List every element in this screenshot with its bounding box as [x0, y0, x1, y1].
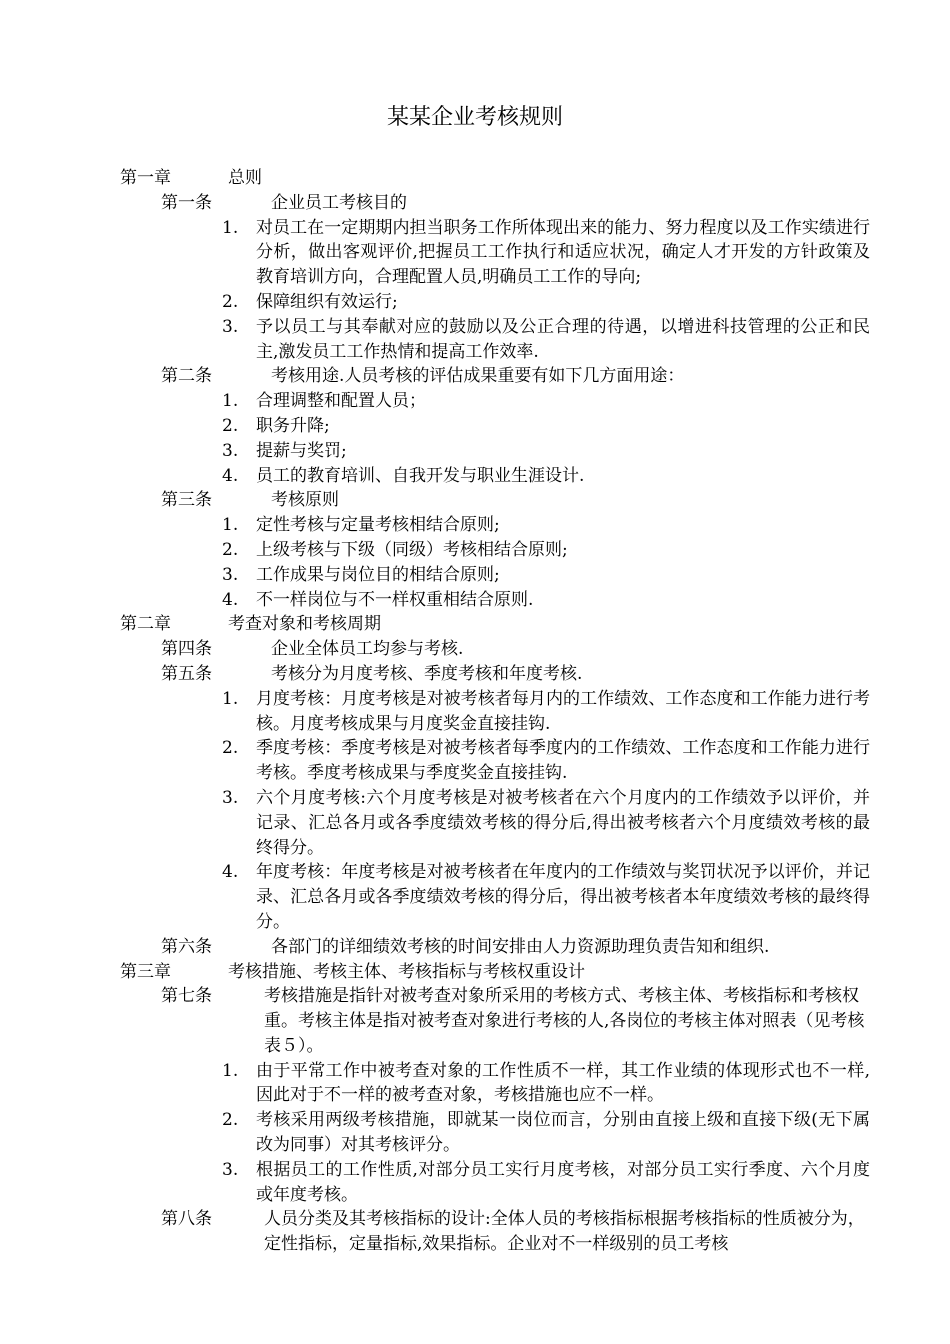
article-5 [0, 662, 950, 687]
list-item: 2. 季度考核：季度考核是对被考核者每季度内的工作绩效、工作态度和工作能力进行考核。季度考核成果与季度奖金直接挂钩. [222, 738, 870, 784]
list-item: 3. 根据员工的工作性质,对部分员工实行月度考核，对部分员工实行季度、六个月度或年度考核。 [222, 1159, 870, 1205]
chapter-2 [0, 612, 950, 637]
list-item: 1. 合理调整和配置人员； [222, 391, 426, 412]
chapter-label: 第三章 [120, 961, 171, 982]
list-item: 3. 工作成果与岗位目的相结合原则; [222, 564, 500, 585]
list-item: 2. 考核采用两级考核措施，即就某一岗位而言，分别由直接上级和直接下级(无下属改为同事）对其考核评分。 [222, 1110, 870, 1156]
chapter-1 [0, 166, 950, 191]
list-item: 2. 保障组织有效运行; [222, 291, 398, 312]
article-text: 考核措施是指针对被考查对象所采用的考核方式、考核主体、考核指标和考核权重。考核主体是指对被考查对象进行考核的人,各岗位的考核主体对照表（见考核表５）。 [264, 986, 865, 1056]
list-item: 2. 职务升降; [222, 415, 330, 436]
article-text: 考核分为月度考核、季度考核和年度考核. [271, 663, 583, 684]
list-item: 4. 员工的教育培训、自我开发与职业生涯设计. [222, 465, 585, 486]
list-item: 2. 上级考核与下级（同级）考核相结合原则; [222, 539, 568, 560]
list-item: 3. 予以员工与其奉献对应的鼓励以及公正合理的待遇，以增进科技管理的公正和民主,激发员工工作热情和提高工作效率. [222, 316, 870, 362]
article-text: 考核用途.人员考核的评估成果重要有如下几方面用途： [271, 366, 685, 387]
list-item: 4. 不一样岗位与不一样权重相结合原则. [222, 589, 534, 610]
article-label: 第八条 [161, 1209, 212, 1230]
article-6 [0, 935, 950, 960]
chapter-title: 总则 [228, 168, 262, 188]
article-label: 第四条 [161, 639, 212, 660]
article-label: 第三条 [161, 490, 212, 511]
chapter-title: 考查对象和考核周期 [228, 614, 381, 635]
list-item: 3. 提薪与奖罚; [222, 440, 347, 461]
chapter-label: 第一章 [120, 168, 171, 188]
list-item: 1. 定性考核与定量考核相结合原则; [222, 515, 500, 536]
article-text: 人员分类及其考核指标的设计:全体人员的考核指标根据考核指标的性质被分为，定性指标，定量指标,效果指标。企业对不一样级别的员工考核 [264, 1209, 865, 1255]
article-text: 各部门的详细绩效考核的时间安排由人力资源助理负责告知和组织. [271, 936, 770, 957]
article-label: 第七条 [161, 986, 212, 1007]
article-label: 第二条 [161, 366, 212, 387]
article-text: 企业员工考核目的 [271, 192, 407, 213]
article-3 [0, 488, 950, 513]
article-7 [0, 984, 950, 1058]
article-label: 第五条 [161, 663, 212, 684]
chapter-3 [0, 960, 950, 985]
article-8 [0, 1207, 950, 1257]
article-4 [0, 637, 950, 662]
list-item: 3. 六个月度考核:六个月度考核是对被考核者在六个月度内的工作绩效予以评价，并记录、汇总各月或各季度绩效考核的得分后,得出被考核者六个月度绩效考核的最终得分。 [222, 787, 870, 858]
article-text: 考核原则 [271, 490, 339, 511]
article-text: 企业全体员工均参与考核. [271, 639, 464, 660]
article-label: 第一条 [161, 192, 212, 213]
list-item: 1. 月度考核：月度考核是对被考核者每月内的工作绩效、工作态度和工作能力进行考核。月度考核成果与月度奖金直接挂钩. [222, 688, 870, 734]
article-1 [0, 191, 950, 216]
list-item: 1. 对员工在一定期期内担当职务工作所体现出来的能力、努力程度以及工作实绩进行分析，做出客观评价,把握员工工作执行和适应状况，确定人才开发的方针政策及教育培训方向，合理配置人员,明确员工工作的导向; [222, 217, 870, 288]
chapter-label: 第二章 [120, 614, 171, 635]
article-label: 第六条 [161, 936, 212, 957]
article-2 [0, 364, 950, 389]
document-body [0, 166, 950, 1257]
list-item: 4. 年度考核：年度考核是对被考核者在年度内的工作绩效与奖罚状况予以评价，并记录、汇总各月或各季度绩效考核的得分后，得出被考核者本年度绩效考核的最终得分。 [222, 862, 870, 932]
chapter-title: 考核措施、考核主体、考核指标与考核权重设计 [228, 961, 585, 982]
page-title: 某某企业考核规则 [386, 105, 563, 130]
list-item: 1. 由于平常工作中被考查对象的工作性质不一样，其工作业绩的体现形式也不一样,因此对于不一样的被考查对象，考核措施也应不一样。 [222, 1060, 870, 1106]
